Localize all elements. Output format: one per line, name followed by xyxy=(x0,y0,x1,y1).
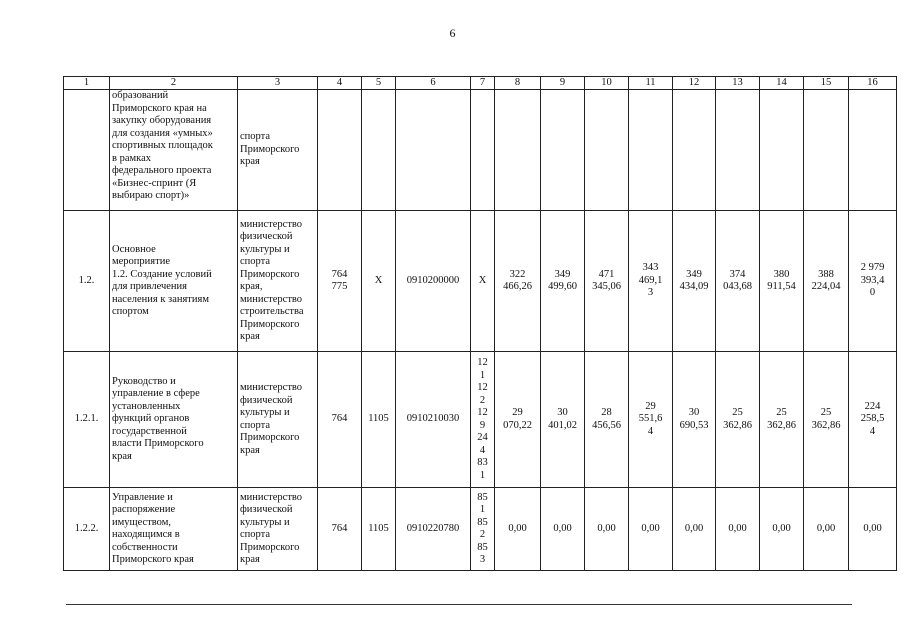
amount-cell: 0,00 xyxy=(495,488,541,571)
column-number: 8 xyxy=(495,77,541,90)
amount-cell: 25 362,86 xyxy=(716,352,760,488)
column-number: 5 xyxy=(362,77,396,90)
grbs-code: 764 775 xyxy=(318,211,362,352)
row-code: 1.2. xyxy=(64,211,110,352)
amount-cell: 30 401,02 xyxy=(541,352,585,488)
table-row xyxy=(64,211,897,352)
column-number: 9 xyxy=(541,77,585,90)
column-number: 14 xyxy=(760,77,804,90)
column-number: 13 xyxy=(716,77,760,90)
section-code: 1105 xyxy=(362,352,396,488)
amount-cell xyxy=(495,90,541,211)
row-title: Основное мероприятие 1.2. Создание условий для привлечения населения к занятиям спортом xyxy=(110,211,238,352)
grbs-code: 764 xyxy=(318,488,362,571)
responsible-body: министерство физической культуры и спорта Приморского края, министерство строительства Приморского края xyxy=(238,211,318,352)
row-title: Руководство и управление в сфере установленных функций органов государственной власти Приморского края xyxy=(110,352,238,488)
target-article: 0910220780 xyxy=(396,488,471,571)
row-title: Управление и распоряжение имуществом, находящимся в собственности Приморского края xyxy=(110,488,238,571)
amount-cell xyxy=(541,90,585,211)
amount-cell: 343 469,1 3 xyxy=(629,211,673,352)
amount-cell: 25 362,86 xyxy=(804,352,849,488)
amount-cell: 0,00 xyxy=(629,488,673,571)
table-row xyxy=(64,90,897,211)
expense-type: 12 1 12 2 12 9 24 4 83 1 xyxy=(471,352,495,488)
row-code: 1.2.1. xyxy=(64,352,110,488)
table-row xyxy=(64,488,897,571)
amount-cell xyxy=(629,90,673,211)
amount-cell xyxy=(760,90,804,211)
column-number: 6 xyxy=(396,77,471,90)
amount-cell: 0,00 xyxy=(760,488,804,571)
table-row xyxy=(64,352,897,488)
section-code: Х xyxy=(362,211,396,352)
section-code: 1105 xyxy=(362,488,396,571)
column-number: 2 xyxy=(110,77,238,90)
amount-cell xyxy=(716,90,760,211)
amount-cell: 2 979 393,4 0 xyxy=(849,211,897,352)
responsible-body: министерство физической культуры и спорта Приморского края xyxy=(238,352,318,488)
amount-cell: 29 551,6 4 xyxy=(629,352,673,488)
amount-cell: 28 456,56 xyxy=(585,352,629,488)
section-code xyxy=(362,90,396,211)
amount-cell: 224 258,5 4 xyxy=(849,352,897,488)
row-title: образований Приморского края на закупку оборудования для создания «умных» спортивных площадок в рамках федерального проекта «Бизнес-спринт (Я выбираю спорт)» xyxy=(110,90,238,211)
grbs-code: 764 xyxy=(318,352,362,488)
grbs-code xyxy=(318,90,362,211)
expense-type xyxy=(471,90,495,211)
page-number: 6 xyxy=(449,26,456,40)
amount-cell: 322 466,26 xyxy=(495,211,541,352)
target-article: 0910210030 xyxy=(396,352,471,488)
amount-cell: 380 911,54 xyxy=(760,211,804,352)
responsible-body: министерство физической культуры и спорта Приморского края xyxy=(238,488,318,571)
budget-table xyxy=(63,76,897,571)
amount-cell xyxy=(849,90,897,211)
amount-cell: 388 224,04 xyxy=(804,211,849,352)
amount-cell: 0,00 xyxy=(541,488,585,571)
amount-cell: 0,00 xyxy=(716,488,760,571)
responsible-body: спорта Приморского края xyxy=(238,90,318,211)
column-number: 3 xyxy=(238,77,318,90)
footer-divider xyxy=(66,604,852,605)
column-number: 15 xyxy=(804,77,849,90)
column-number: 1 xyxy=(64,77,110,90)
expense-type: Х xyxy=(471,211,495,352)
amount-cell: 0,00 xyxy=(804,488,849,571)
column-number: 11 xyxy=(629,77,673,90)
amount-cell: 0,00 xyxy=(849,488,897,571)
amount-cell xyxy=(673,90,716,211)
column-number: 7 xyxy=(471,77,495,90)
column-number: 16 xyxy=(849,77,897,90)
amount-cell: 471 345,06 xyxy=(585,211,629,352)
amount-cell xyxy=(585,90,629,211)
amount-cell: 0,00 xyxy=(673,488,716,571)
row-code: 1.2.2. xyxy=(64,488,110,571)
amount-cell: 25 362,86 xyxy=(760,352,804,488)
amount-cell: 349 499,60 xyxy=(541,211,585,352)
row-code xyxy=(64,90,110,211)
amount-cell: 0,00 xyxy=(585,488,629,571)
amount-cell: 374 043,68 xyxy=(716,211,760,352)
column-number-row xyxy=(64,77,897,90)
column-number: 12 xyxy=(673,77,716,90)
column-number: 10 xyxy=(585,77,629,90)
amount-cell: 349 434,09 xyxy=(673,211,716,352)
target-article xyxy=(396,90,471,211)
target-article: 0910200000 xyxy=(396,211,471,352)
amount-cell: 29 070,22 xyxy=(495,352,541,488)
expense-type: 85 1 85 2 85 3 xyxy=(471,488,495,571)
column-number: 4 xyxy=(318,77,362,90)
amount-cell xyxy=(804,90,849,211)
amount-cell: 30 690,53 xyxy=(673,352,716,488)
